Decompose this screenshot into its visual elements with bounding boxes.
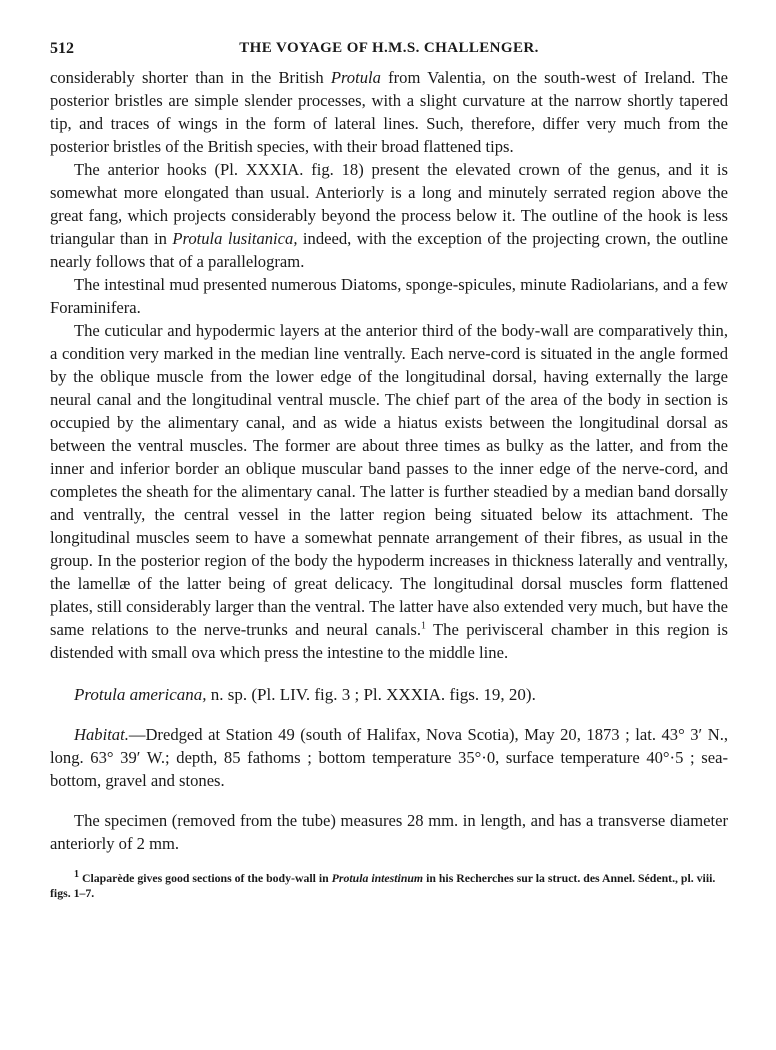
footnote <box>50 871 728 901</box>
text-run: from Valentia, on the south-west of Ireland. The posterior bristles are simple slender processes, with a slight curvature at the narrow shortly tapered tip, and traces of wings in the form of lateral lines. Such, therefore, differ very much from the posterior bristles of the British species, with their broad flattened tips. <box>50 68 728 156</box>
species-heading <box>50 683 728 706</box>
habitat-label: Habitat. <box>74 725 129 744</box>
paragraph-body-wall <box>50 319 728 664</box>
text-run: considerably shorter than in the British <box>50 68 331 87</box>
species-name: Protula lusitanica, <box>172 229 298 248</box>
paragraph-intestinal-mud: The intestinal mud presented numerous Diatoms, sponge-spicules, minute Radiolarians, and a few Foraminifera. <box>50 275 728 317</box>
species-name: Protula americana, <box>74 685 207 704</box>
text-run: The cuticular and hypodermic layers at the anterior third of the body-wall are comparatively thin, a condition very marked in the median line ventrally. Each nerve-cord is situated in the angle formed by the oblique muscle from the lower edge of the longitudinal dorsal, having externally the large neural canal and the longitudinal ventral muscle. The chief part of the area of the body in section is occupied by the alimentary canal, and as wide a hiatus exists between the longitudinal dorsal as between the ventral muscles. The former are about three times as bulky as the latter, and from the inner and inferior border an oblique muscular band passes to the inner edge of the nerve-cord, and completes the sheath for the alimentary canal. The latter is further steadied by a median band dorsally and ventrally, the central vessel in the latter region being situated below its attachment. The longitudinal muscles seem to have a somewhat pennate arrangement of their fibres, as usual in the group. In the posterior region of the body the hypoderm increases in thickness laterally and ventrally, the lamellæ of the latter being of great delicacy. The longitudinal dorsal muscles form flattened plates, still considerably larger than the ventral. The latter have also extended very much, but have the same relations to the nerve-trunks and neural canals. <box>50 321 728 639</box>
footnote-mark: 1 <box>74 869 79 881</box>
page <box>50 40 728 913</box>
specimen-paragraph: The specimen (removed from the tube) measures 28 mm. in length, and has a transverse diameter anteriorly of 2 mm. <box>50 810 728 853</box>
habitat-text: —Dredged at Station 49 (south of Halifax, Nova Scotia), May 20, 1873 ; lat. 43° 3′ N., long. 63° 39′ W.; depth, 85 fathoms ; bottom temperature 35°·0, surface temperature 40°·5 ; sea-bottom, gravel and stones. <box>50 725 728 790</box>
page-header <box>50 40 728 66</box>
species-plate-refs: n. sp. (Pl. LIV. fig. 3 ; Pl. XXXIA. figs. 19, 20). <box>206 685 536 704</box>
running-title: THE VOYAGE OF H.M.S. CHALLENGER. <box>239 40 539 56</box>
species-name: Protula <box>330 68 381 87</box>
text-run: The anterior hooks (Pl. XXXIA. fig. 18) present the elevated crown of the genus, and it is somewhat more elongated than usual. Anteriorly is a long and minutely serrated region above the great fang, which projects considerably beyond the process below it. The outline of the hook is less triangular than in <box>50 160 728 248</box>
text-run: The perivisceral chamber in this region is distended with small ova which press the intestine to the middle line. <box>50 620 728 662</box>
paragraph-bristles <box>50 66 728 158</box>
text-run: indeed, with the exception of the projecting crown, the outline nearly follows that of a parallelogram. <box>50 229 728 271</box>
text-run: Claparède gives good sections of the body-wall in <box>79 871 332 886</box>
text-run: in his Recherches sur la struct. des Annel. Sédent., pl. viii. figs. 1–7. <box>50 871 716 901</box>
habitat-paragraph <box>50 723 728 792</box>
paragraph-anterior-hooks <box>50 158 728 273</box>
footnote-reference[interactable]: 1 <box>420 620 426 632</box>
page-number: 512 <box>50 40 74 57</box>
species-name: Protula intestinum <box>331 871 424 886</box>
